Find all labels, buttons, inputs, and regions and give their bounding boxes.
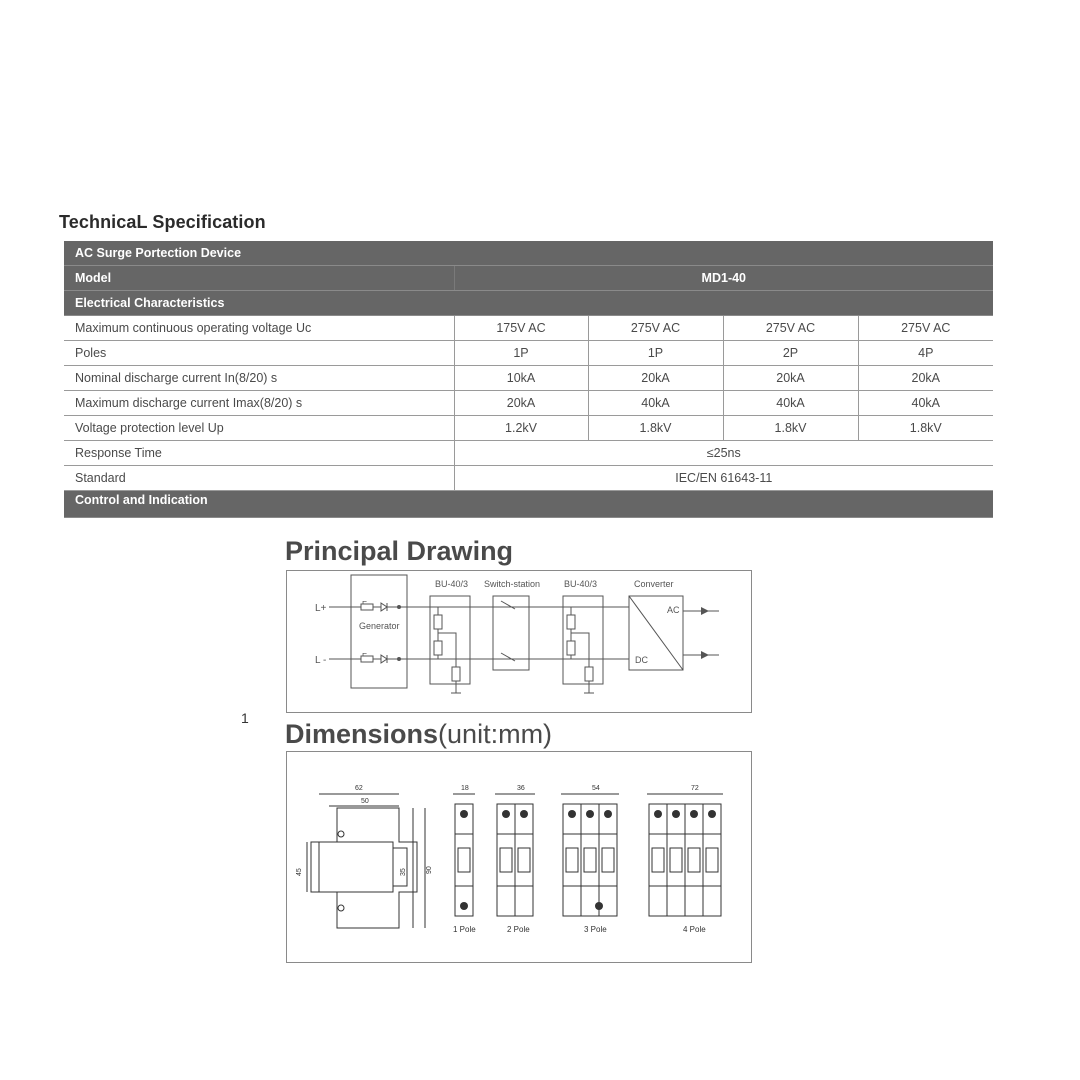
generator-label: Generator [359,621,400,631]
dim-inner-width: 50 [361,798,369,805]
pole-label: 4 Pole [683,925,706,934]
l-minus-label: L - [315,655,327,666]
model-label: Model [64,266,454,291]
bu1-label: BU-40/3 [435,579,469,589]
generator-box [351,575,407,688]
table-row [64,341,993,366]
cell-value: 275V AC [858,316,993,341]
row-label: Maximum continuous operating voltage Uc [64,316,454,341]
dim-right-height: 90 [426,866,433,874]
converter-label: Converter [634,579,674,589]
dc-label: DC [635,655,648,665]
table-row [64,391,993,416]
terminal-dot [397,605,401,609]
cell-value: 40kA [588,391,723,416]
bu1-box [430,596,470,684]
fuse-icon [361,604,373,610]
principal-drawing [286,570,752,713]
cell-value: 275V AC [588,316,723,341]
screw-icon [586,810,594,818]
circuit-diagram [287,571,751,712]
dimensions-drawing [286,751,752,963]
row-label: Voltage protection level Up [64,416,454,441]
cell-value: 1P [454,341,588,366]
table-row [64,441,993,466]
cell-value: 1.8kV [858,416,993,441]
varistor-icon [434,641,442,655]
dim-left-height: 45 [296,868,303,876]
cell-value: 2P [723,341,858,366]
principal-drawing-title: Principal Drawing [285,536,514,566]
spec-table [64,241,993,518]
ac-label: AC [667,605,680,615]
bu2-box [563,596,603,684]
varistor-icon [567,641,575,655]
row-label: Nominal discharge current In(8/20) s [64,366,454,391]
screw-icon [595,902,603,910]
width-4pole: 72 [691,785,699,792]
side-view-outline [319,808,417,928]
diode-icon [381,603,387,611]
row-label: Poles [64,341,454,366]
cell-value: 10kA [454,366,588,391]
module-details [455,834,721,886]
cell-value: 20kA [723,366,858,391]
table-row [64,366,993,391]
screw-icon [520,810,528,818]
screw-icon [338,831,344,837]
screw-icon [338,905,344,911]
dim-mid-height: 35 [400,868,407,876]
side-view-body [311,842,393,892]
width-2pole: 36 [517,785,525,792]
cell-value: 40kA [858,391,993,416]
screw-icon [708,810,716,818]
side-view-clip [393,848,407,886]
arrow-icon [701,607,709,615]
cell-value: 40kA [723,391,858,416]
varistor-icon [452,667,460,681]
control-header-row [64,491,993,518]
cell-value: 4P [858,341,993,366]
model-value: MD1-40 [454,266,993,291]
model-row [64,266,993,291]
fuse-icon [361,656,373,662]
pole-label: 2 Pole [507,925,530,934]
cell-value: 1.8kV [588,416,723,441]
varistor-icon [567,615,575,629]
electrical-header-row [64,291,993,316]
width-3pole: 54 [592,785,600,792]
cell-value: 275V AC [723,316,858,341]
cell-value: 1.2kV [454,416,588,441]
control-header: Control and Indication [64,491,993,518]
screw-icon [654,810,662,818]
cell-value: 1P [588,341,723,366]
dimensions-title [285,719,552,750]
pole-label: 1 Pole [453,925,476,934]
screw-icon [460,810,468,818]
varistor-icon [434,615,442,629]
dimensions-diagram [287,752,751,962]
table-row [64,416,993,441]
electrical-header: Electrical Characteristics [64,291,993,316]
row-label: Maximum discharge current Imax(8/20) s [64,391,454,416]
table-row [64,466,993,491]
varistor-icon [585,667,593,681]
switch-label: Switch-station [484,579,541,589]
width-1pole: 18 [461,785,469,792]
stray-mark: 1 [241,710,249,726]
screw-icon [690,810,698,818]
row-label: Response Time [64,441,454,466]
switch-contact-icon [501,601,515,609]
cell-value: 20kA [858,366,993,391]
cell-value: 20kA [454,391,588,416]
screw-icon [460,902,468,910]
diode-icon [381,655,387,663]
cell-value: 20kA [588,366,723,391]
dimensions-title-main: Dimensions [285,719,439,749]
cell-value: 175V AC [454,316,588,341]
pole-label: 3 Pole [584,925,607,934]
screw-icon [568,810,576,818]
dim-outer-width: 62 [355,785,363,792]
device-header: AC Surge Portection Device [64,241,993,266]
terminal-dot [397,657,401,661]
spec-table-container [64,241,993,507]
arrow-icon [701,651,709,659]
screw-icon [604,810,612,818]
spec-title: TechnicaL Specification [59,212,266,232]
l-plus-label: L+ [315,603,327,614]
device-header-row [64,241,993,266]
row-label: Standard [64,466,454,491]
screw-icon [672,810,680,818]
cell-value: 1.8kV [723,416,858,441]
table-row [64,316,993,341]
screw-icon [502,810,510,818]
cell-value: IEC/EN 61643-11 [454,466,993,491]
bu2-label: BU-40/3 [564,579,598,589]
cell-value: ≤25ns [454,441,993,466]
dimensions-title-unit: (unit:mm) [438,719,553,749]
switch-contact-icon [501,653,515,661]
